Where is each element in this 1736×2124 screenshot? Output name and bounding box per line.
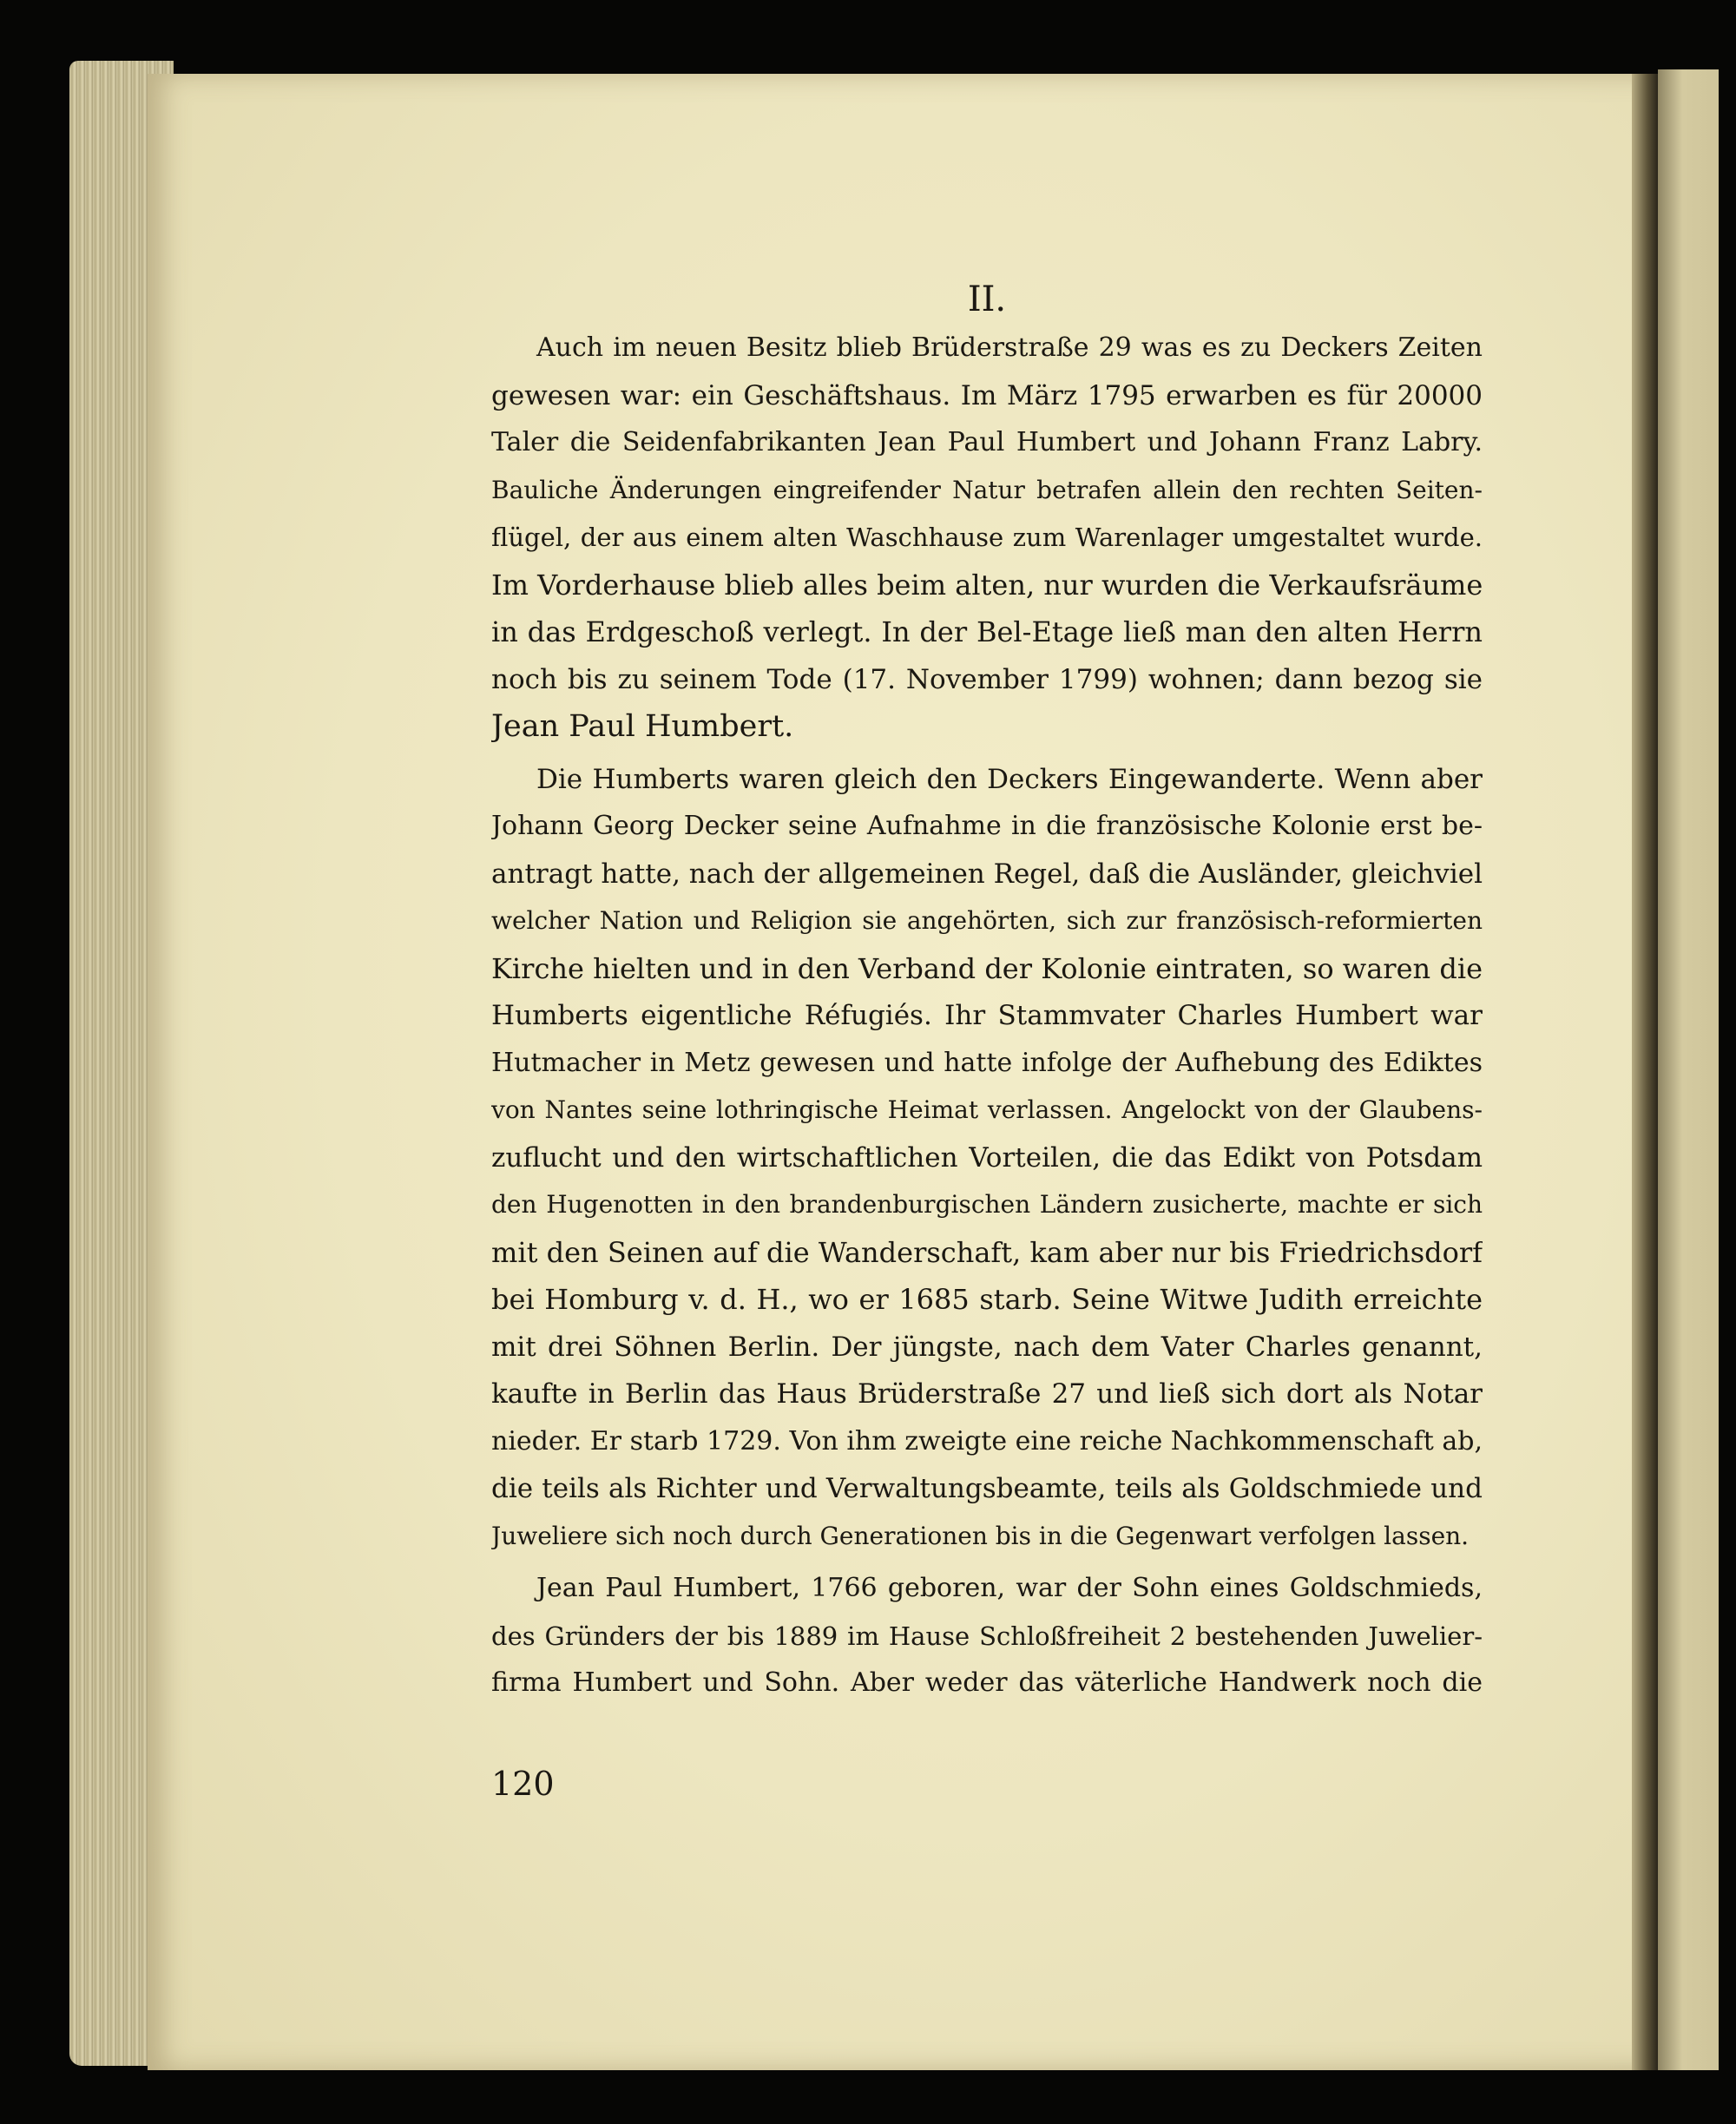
text-line: flügel, der aus einem alten Waschhause zum Warenlager umgestaltet wurde. bbox=[491, 523, 1483, 552]
chapter-number: II. bbox=[967, 279, 1007, 319]
text-line: gewesen war: ein Geschäftshaus. Im März 1795 erwarben es für 20000 bbox=[491, 379, 1483, 411]
text-line: Kirche hielten und in den Verband der Kolonie eintraten, so waren die bbox=[491, 951, 1483, 985]
text-line: den Hugenotten in den brandenburgischen Ländern zusicherte, machte er sich bbox=[491, 1190, 1483, 1219]
paragraph-2 bbox=[491, 756, 1483, 1561]
book-gutter bbox=[1632, 74, 1658, 2070]
text-line: Taler die Seidenfabrikanten Jean Paul Humbert und Johann Franz Labry. bbox=[491, 427, 1483, 457]
text-line: Im Vorderhause blieb alles beim alten, nur wurden die Verkaufsräume bbox=[491, 568, 1483, 602]
page-number: 120 bbox=[491, 1765, 555, 1803]
text-line: firma Humbert und Sohn. Aber weder das väterliche Handwerk noch die bbox=[491, 1667, 1483, 1698]
text-line: kaufte in Berlin das Haus Brüderstraße 27 und ließ sich dort als Notar bbox=[491, 1378, 1483, 1410]
text-line: mit drei Söhnen Berlin. Der jüngste, nach dem Vater Charles genannt, bbox=[491, 1331, 1483, 1363]
text-line: mit den Seinen auf die Wanderschaft, kam aber nur bis Friedrichsdorf bbox=[491, 1235, 1483, 1269]
text-line: in das Erdgeschoß verlegt. In der Bel-Etage ließ man den alten Herrn bbox=[491, 615, 1483, 648]
text-line: antragt hatte, nach der allgemeinen Regel, daß die Ausländer, gleichviel bbox=[491, 858, 1483, 890]
text-line: zuflucht und den wirtschaftlichen Vorteilen, die das Edikt von Potsdam bbox=[491, 1141, 1483, 1174]
text-line: welcher Nation und Religion sie angehörten, sich zur französisch-reformierten bbox=[491, 906, 1483, 935]
text-line: von Nantes seine lothringische Heimat verlassen. Angelockt von der Glaubens- bbox=[491, 1095, 1483, 1124]
text-line: Johann Georg Decker seine Aufnahme in die französische Kolonie erst be- bbox=[491, 811, 1483, 841]
next-page-edge bbox=[1658, 69, 1719, 2070]
text-line: noch bis zu seinem Tode (17. November 1799) wohnen; dann bezog sie bbox=[491, 663, 1483, 695]
text-line: Jean Paul Humbert. bbox=[491, 709, 794, 744]
text-line: Juweliere sich noch durch Generationen bis in die Gegenwart verfolgen lassen. bbox=[491, 1521, 1470, 1550]
text-line: Jean Paul Humbert, 1766 geboren, war der Sohn eines Goldschmieds, bbox=[536, 1573, 1483, 1603]
paragraph-3 bbox=[491, 1565, 1483, 1707]
text-line: Hutmacher in Metz gewesen und hatte infolge der Aufhebung des Ediktes bbox=[491, 1047, 1483, 1078]
text-line: Bauliche Änderungen eingreifender Natur betrafen allein den rechten Seiten- bbox=[491, 475, 1483, 504]
text-line: nieder. Er starb 1729. Von ihm zweigte eine reiche Nachkommenschaft ab, bbox=[491, 1425, 1483, 1457]
text-line: Die Humberts waren gleich den Deckers Eingewanderte. Wenn aber bbox=[536, 763, 1483, 795]
text-line: bei Homburg v. d. H., wo er 1685 starb. Seine Witwe Judith erreichte bbox=[491, 1283, 1483, 1316]
text-line: des Gründers der bis 1889 im Hause Schloßfreiheit 2 bestehenden Juwelier- bbox=[491, 1621, 1483, 1651]
text-block bbox=[491, 278, 1483, 1713]
text-line: die teils als Richter und Verwaltungsbeamte, teils als Goldschmiede und bbox=[491, 1473, 1483, 1504]
text-line: Humberts eigentliche Réfugiés. Ihr Stammvater Charles Humbert war bbox=[491, 1000, 1483, 1031]
text-line: Auch im neuen Besitz blieb Brüderstraße 29 was es zu Deckers Zeiten bbox=[536, 332, 1483, 363]
paragraph-1 bbox=[491, 325, 1483, 751]
